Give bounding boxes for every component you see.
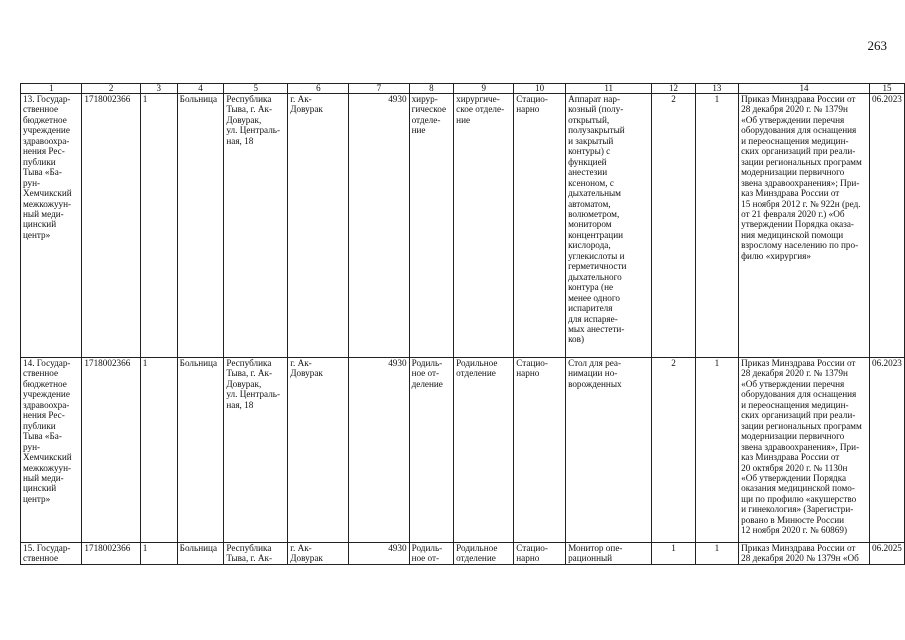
column-number: 9 xyxy=(454,84,514,94)
code: 1 xyxy=(140,94,177,358)
legal-basis: Приказ Минздрава России от 28 декабря 2020 г. № 1379н «Об утверждении перечня оборудования для оснащения и переоснащения медицин- ских организаций при реали- зации региональных программ модернизации первичного звена здравоохранения»; При- каз Минздрава России от 15 ноября 2012 г. № 922н (ред. от 21 февраля 2020 г.) «Об утверждении Порядка оказа- ния медицинской помощи взрослому населению по про- филю «хирургия» xyxy=(739,94,870,358)
unit: Родильное отделение xyxy=(454,543,514,565)
settlement: г. Ак- Довурак xyxy=(288,358,349,543)
code: 1 xyxy=(140,358,177,543)
column-number: 1 xyxy=(21,84,82,94)
column-number: 10 xyxy=(514,84,566,94)
equipment-name: Стол для реа- нимации но- ворожденных xyxy=(566,358,652,543)
column-number: 3 xyxy=(140,84,177,94)
quantity-required: 2 xyxy=(652,94,695,358)
settlement: г. Ак- Довурак xyxy=(288,543,349,565)
deadline: 06.2023 xyxy=(870,358,905,543)
department: хирур- гическое отделе- ние xyxy=(409,94,454,358)
deadline: 06.2025 xyxy=(870,543,905,565)
column-number-row xyxy=(21,84,905,94)
department: Родиль- ное от- xyxy=(409,543,454,565)
column-number: 2 xyxy=(82,84,140,94)
column-number: 4 xyxy=(177,84,224,94)
column-number: 13 xyxy=(695,84,738,94)
organization-name: 14. Государ- ственное бюджетное учреждение здравоохра- нения Рес- публики Тыва «Ба- рун- Хемчикский межкожуун- ный меди- цинский центр» xyxy=(21,358,82,543)
equipment-table xyxy=(20,83,905,565)
address: Республика Тыва, г. Ак- Довурак, ул. Централь- ная, 18 xyxy=(224,94,288,358)
population: 4930 xyxy=(349,358,409,543)
address: Республика Тыва, г. Ак- Довурак, ул. Централь- ная, 18 xyxy=(224,358,288,543)
column-number: 11 xyxy=(566,84,652,94)
column-number: 15 xyxy=(870,84,905,94)
column-number: 7 xyxy=(349,84,409,94)
care-condition: Стацио- нарно xyxy=(514,94,566,358)
facility-type: Больница xyxy=(177,358,224,543)
code: 1 xyxy=(140,543,177,565)
column-number: 6 xyxy=(288,84,349,94)
deadline: 06.2023 xyxy=(870,94,905,358)
population: 4930 xyxy=(349,543,409,565)
equipment-name: Аппарат нар- козный (полу- открытый, полузакрытый и закрытый контуры) с функцией анестезии ксеноном, с дыхательным автоматом, волюметром, монитором концентрации кислорода, углекислоты и герметичности дыхательного контура (не менее одного испарителя для испаряе- мых анестети- ков) xyxy=(566,94,652,358)
table-row xyxy=(21,94,905,358)
quantity-available: 1 xyxy=(695,358,738,543)
column-number: 14 xyxy=(739,84,870,94)
organization-name: 15. Государ- ственное xyxy=(21,543,82,565)
facility-type: Больница xyxy=(177,94,224,358)
settlement: г. Ак- Довурак xyxy=(288,94,349,358)
quantity-available: 1 xyxy=(695,94,738,358)
legal-basis: Приказ Минздрава России от 28 декабря 2020 г. № 1379н «Об утверждении перечня оборудования для оснащения и переоснащения медицин- ских организаций при реали- зации региональных программ модернизации первичного звена здравоохранения», При- каз Минздрава России от 20 октября 2020 г. № 1130н «Об утверждении Порядка оказания медицинской помо- щи по профилю «акушерство и гинекология» (Зарегистри- ровано в Минюсте России 12 ноября 2020 г. № 60869) xyxy=(739,358,870,543)
legal-basis: Приказ Минздрава России от 28 декабря 2020 № 1379н «Об xyxy=(739,543,870,565)
column-number: 8 xyxy=(409,84,454,94)
page-number: 263 xyxy=(867,38,887,53)
care-condition: Стацио- нарно xyxy=(514,358,566,543)
inn: 1718002366 xyxy=(82,543,140,565)
quantity-required: 2 xyxy=(652,358,695,543)
organization-name: 13. Государ- ственное бюджетное учреждение здравоохра- нения Рес- публики Тыва «Ба- рун- Хемчикский межкожуун- ный меди- цинский центр» xyxy=(21,94,82,358)
quantity-available: 1 xyxy=(695,543,738,565)
facility-type: Больница xyxy=(177,543,224,565)
care-condition: Стацио- нарно xyxy=(514,543,566,565)
equipment-name: Монитор опе- рационный xyxy=(566,543,652,565)
quantity-required: 1 xyxy=(652,543,695,565)
inn: 1718002366 xyxy=(82,94,140,358)
column-number: 5 xyxy=(224,84,288,94)
population: 4930 xyxy=(349,94,409,358)
department: Родиль- ное от- деление xyxy=(409,358,454,543)
inn: 1718002366 xyxy=(82,358,140,543)
unit: Родильное отделение xyxy=(454,358,514,543)
table-row xyxy=(21,358,905,543)
column-number: 12 xyxy=(652,84,695,94)
address: Республика Тыва, г. Ак- xyxy=(224,543,288,565)
table-row xyxy=(21,543,905,565)
unit: хирургиче- ское отделе- ние xyxy=(454,94,514,358)
